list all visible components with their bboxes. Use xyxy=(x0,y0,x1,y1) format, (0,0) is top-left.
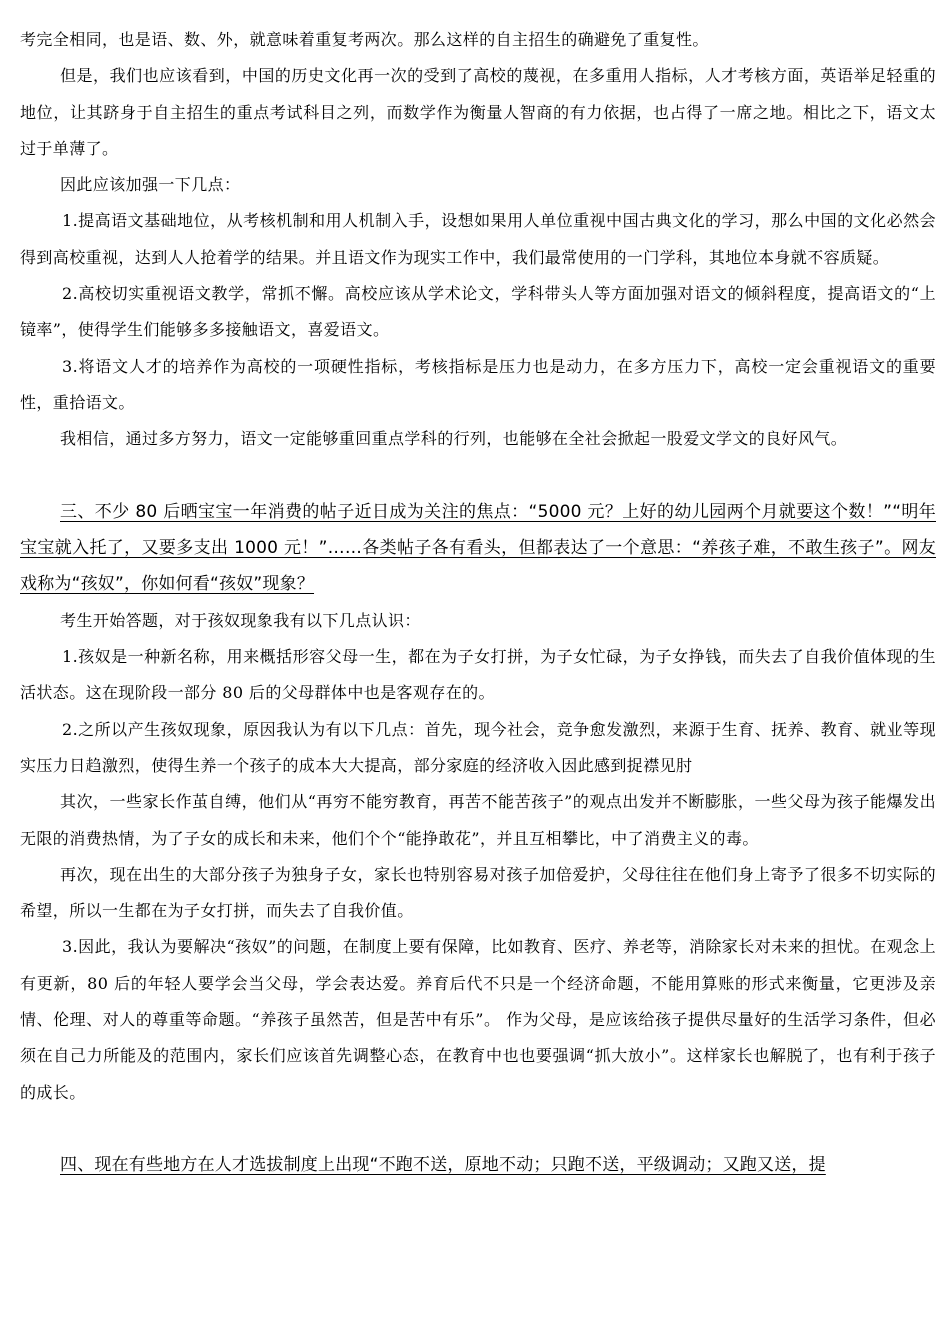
section-four-heading: 四、现在有些地方在人才选拔制度上出现“不跑不送，原地不动；只跑不送，平级调动；又跑又送，提 xyxy=(60,1155,826,1176)
paragraph-strengthen-points: 因此应该加强一下几点： xyxy=(60,175,241,195)
section-spacer xyxy=(20,1111,936,1147)
paragraph-point-1: 1.提高语文基础地位，从考核机制和用人机制入手，设想如果用人单位重视中国古典文化的学习，那么中国的文化必然会得到高校重视，达到人人抢着学的结果。并且语文作为现实工作中，我们最常使用的一门学科，其地位本身就不容质疑。 xyxy=(20,211,936,267)
section-spacer xyxy=(20,458,936,494)
section-three-heading: 三、不少 80 后晒宝宝一年消费的帖子近日成为关注的焦点：“5000 元？上好的幼儿园两个月就要这个数！”“明年宝宝就入托了，又要多支出 1000 元！”……各类帖子各有看头，但都表达了一个意思：“养孩子难，不敢生孩子”。网友戏称为“孩奴”，你如何看“孩奴”现象？ xyxy=(20,501,936,595)
paragraph-repetition-avoided: 考完全相同，也是语、数、外，就意味着重复考两次。那么这样的自主招生的确避免了重复性。 xyxy=(20,30,709,49)
paragraph-history-culture: 但是，我们也应该看到，中国的历史文化再一次的受到了高校的蔑视，在多重用人指标，人才考核方面，英语举足轻重的地位，让其跻身于自主招生的重点考试科目之列，而数学作为衡量人智商的有力依据，也占得了一席之地。相比之下，语文太过于单薄了。 xyxy=(20,66,936,158)
paragraph-point-2: 2.高校切实重视语文教学，常抓不懈。高校应该从学术论文，学科带头人等方面加强对语文的倾斜程度，提高语文的“上镜率”，使得学生们能够多多接触语文，喜爱语文。 xyxy=(20,284,936,340)
paragraph-reasons-first: 2.之所以产生孩奴现象，原因我认为有以下几点：首先，现今社会，竞争愈发激烈，来源于生育、抚养、教育、就业等现实压力日趋激烈，使得生养一个孩子的成本大大提高，部分家庭的经济收入因此感到捉襟见肘 xyxy=(20,719,936,775)
paragraph-kid-slave-definition: 1.孩奴是一种新名称，用来概括形容父母一生，都在为子女打拼，为子女忙碌，为子女挣钱，而失去了自我价值体现的生活状态。这在现阶段一部分 80 后的父母群体中也是客观存在的。 xyxy=(20,647,936,703)
document-page xyxy=(20,22,936,1184)
paragraph-answer-intro: 考生开始答题，对于孩奴现象我有以下几点认识： xyxy=(60,610,421,630)
paragraph-reasons-third: 再次，现在出生的大部分孩子为独身子女，家长也特别容易对孩子加倍爱护，父母往往在他们身上寄予了很多不切实际的希望，所以一生都在为子女打拼，而失去了自我价值。 xyxy=(20,864,936,921)
paragraph-point-3: 3.将语文人才的培养作为高校的一项硬性指标，考核指标是压力也是动力，在多方压力下，高校一定会重视语文的重要性，重拾语文。 xyxy=(20,356,936,412)
paragraph-solutions: 3.因此，我认为要解决“孩奴”的问题，在制度上要有保障，比如教育、医疗、养老等，消除家长对未来的担忧。在观念上有更新，80 后的年轻人要学会当父母，学会表达爱。养育后代不只是一个经济命题，不能用算账的形式来衡量，它更涉及亲情、伦理、对人的尊重等命题。“养孩子虽然苦，但是苦中有乐”。 作为父母，是应该给孩子提供尽量好的生活学习条件，但必须在自己力所能及的范围内，家长们应该首先调整心态，在教育中也也要强调“抓大放小”。这样家长也解脱了，也有利于孩子的成长。 xyxy=(20,937,936,1102)
paragraph-conclusion: 我相信，通过多方努力，语文一定能够重回重点学科的行列，也能够在全社会掀起一股爱文学文的良好风气。 xyxy=(60,429,848,449)
paragraph-reasons-second: 其次，一些家长作茧自缚，他们从“再穷不能穷教育，再苦不能苦孩子”的观点出发并不断膨胀，一些父母为孩子能爆发出无限的消费热情，为了子女的成长和未来，他们个个“能挣敢花”，并且互相攀比，中了消费主义的毒。 xyxy=(20,792,936,848)
